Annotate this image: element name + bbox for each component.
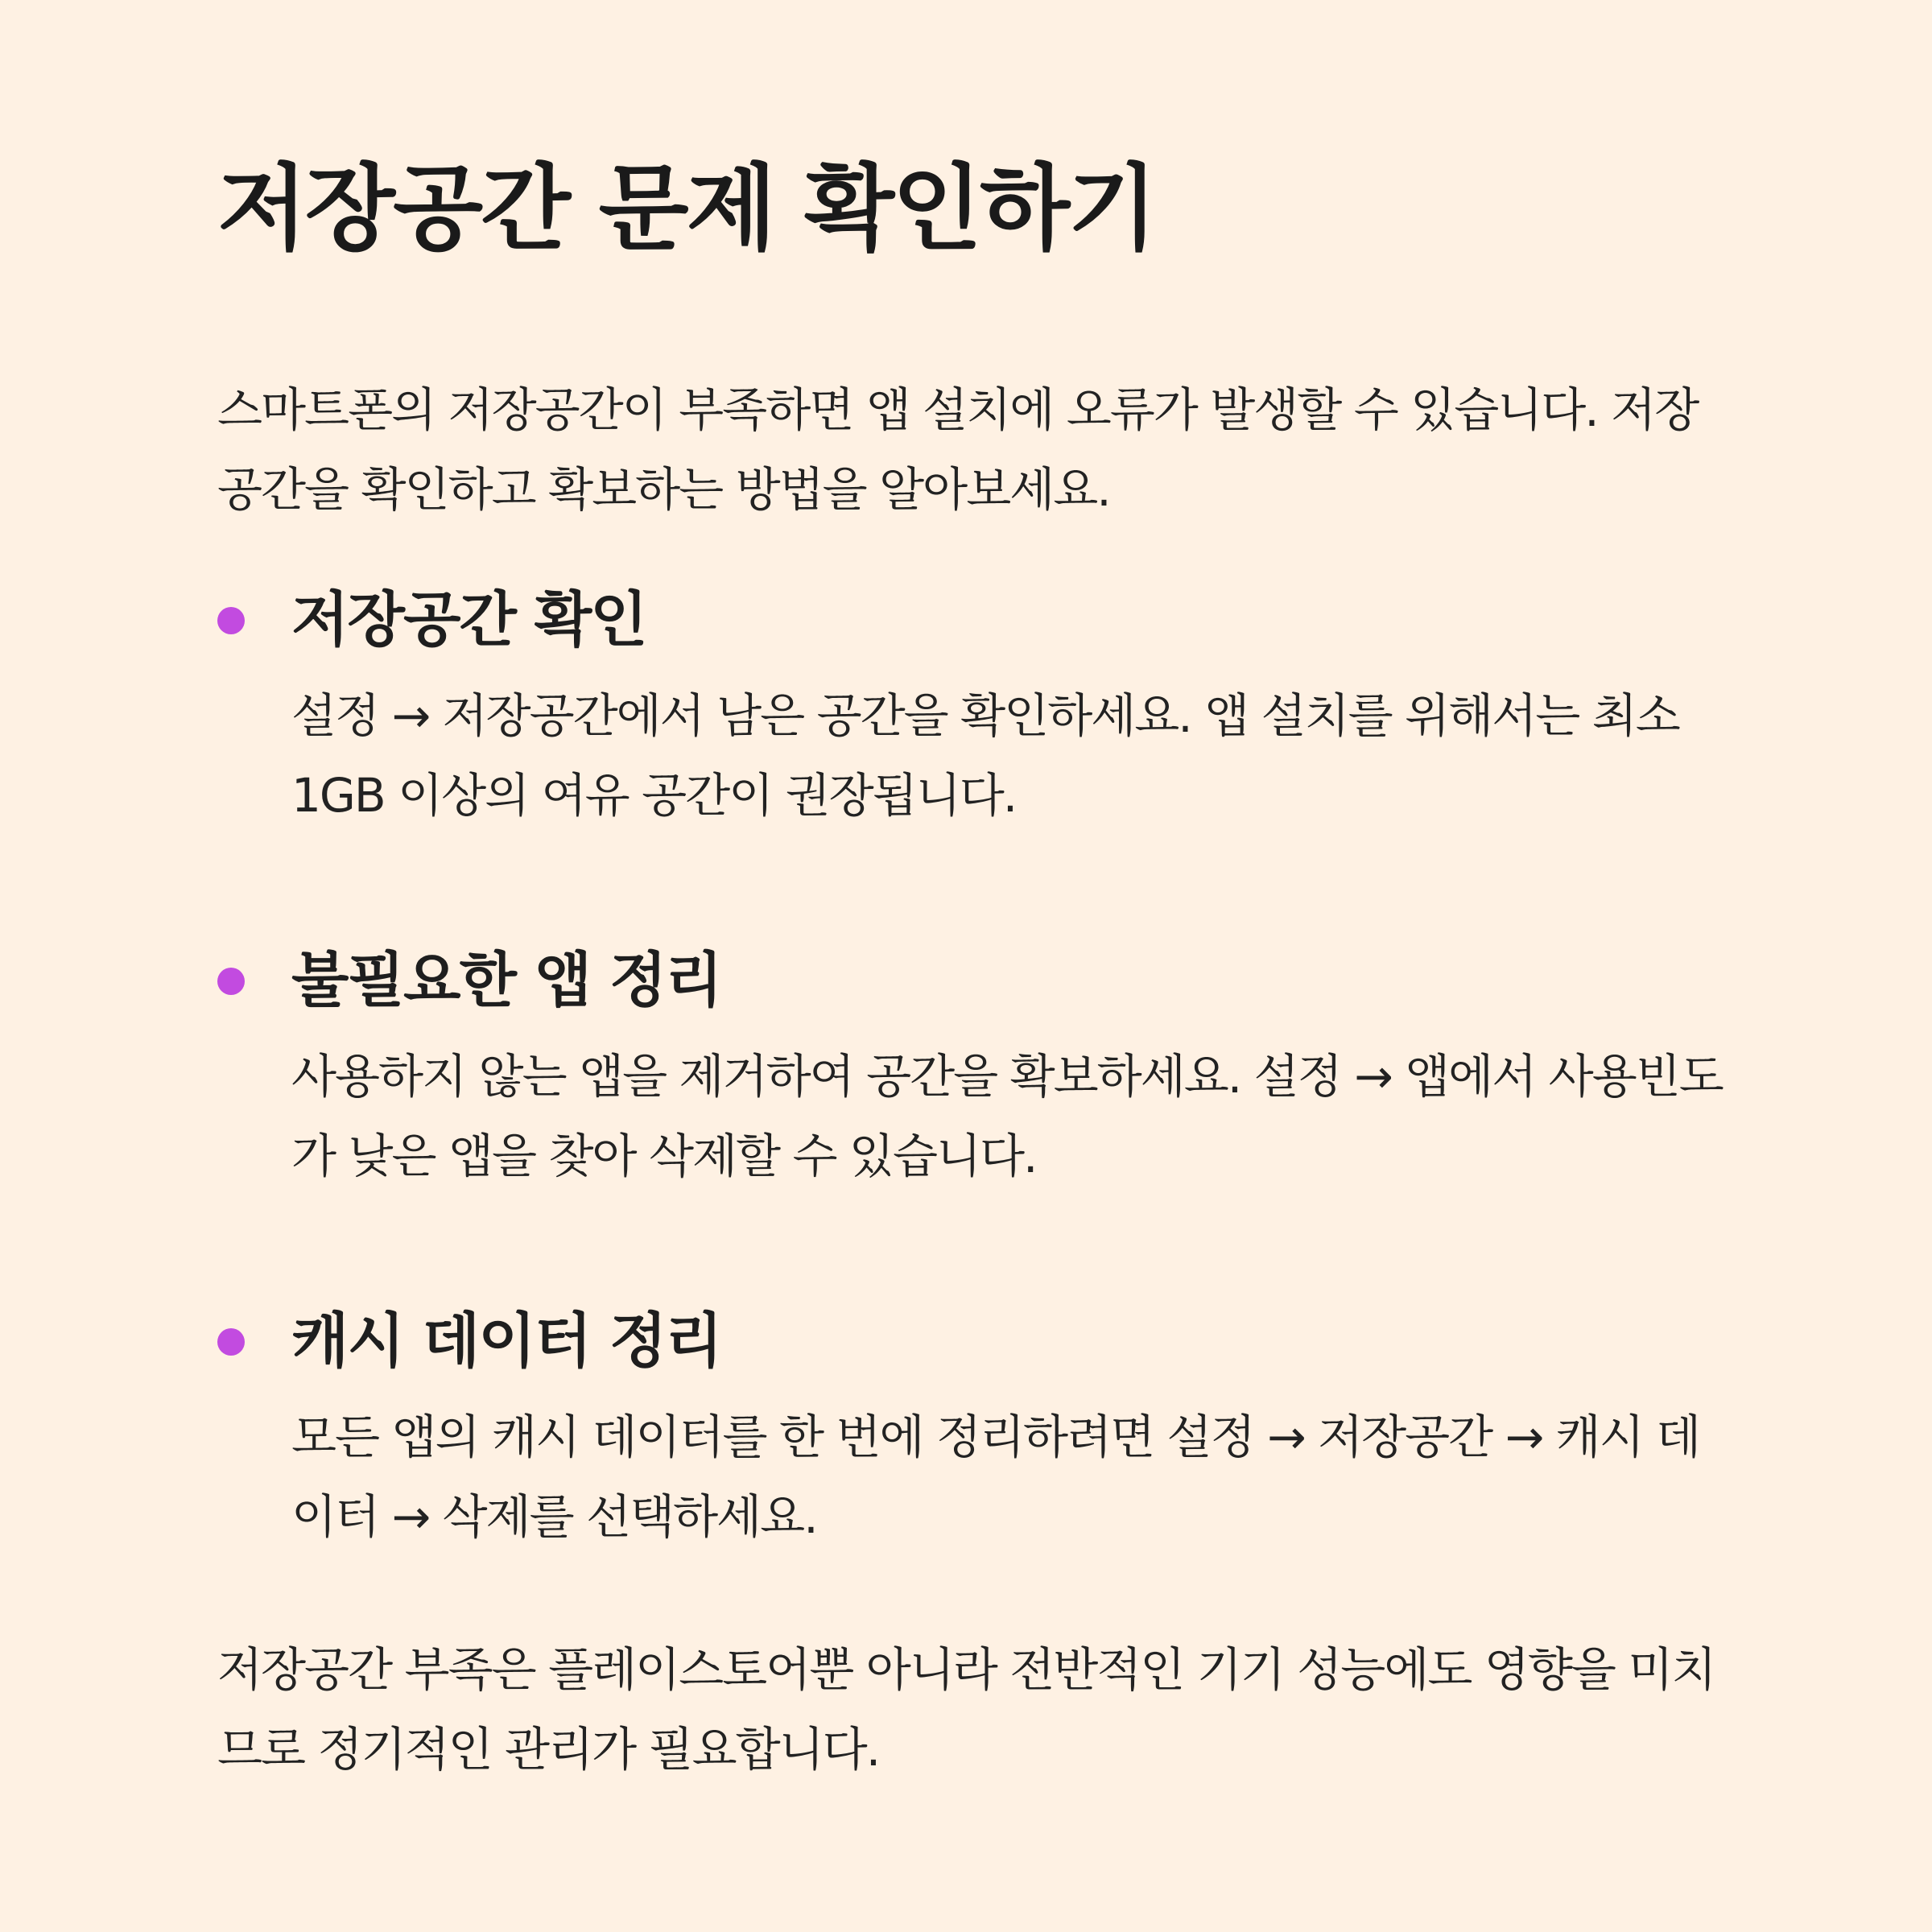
section-header <box>217 1301 1731 1381</box>
section-body: 사용하지 않는 앱을 제거하여 공간을 확보하세요. 설정 → 앱에서 사용빈도가 낮은 앱을 찾아 삭제할 수 있습니다. <box>291 1049 1723 1183</box>
section-storage-check <box>217 580 1731 836</box>
section-title: 저장공간 확인 <box>291 585 646 654</box>
closing-paragraph: 저장공간 부족은 플레이스토어뿐 아니라 전반적인 기기 성능에도 영향을 미치므로 정기적인 관리가 필요합니다. <box>217 1642 1715 1777</box>
intro-paragraph: 스마트폰의 저장공간이 부족하면 앱 설치에 오류가 발생할 수 있습니다. 저장공간을 확인하고 확보하는 방법을 알아보세요. <box>217 382 1699 517</box>
section-remove-apps <box>217 940 1731 1196</box>
section-title: 불필요한 앱 정리 <box>291 946 721 1015</box>
bullet-dot-icon <box>217 607 245 634</box>
page-title: 저장공간 문제 확인하기 <box>217 155 1156 263</box>
content-page <box>217 153 1731 1777</box>
bullet-dot-icon <box>217 968 245 995</box>
bullet-dot-icon <box>217 1328 245 1356</box>
section-body: 모든 앱의 캐시 데이터를 한 번에 정리하려면 설정 → 저장공간 → 캐시 데이터 → 삭제를 선택하세요. <box>291 1410 1700 1544</box>
section-header <box>217 940 1731 1021</box>
section-clear-cache <box>217 1301 1731 1557</box>
section-body: 설정 → 저장공간에서 남은 공간을 확인하세요. 앱 설치를 위해서는 최소 1GB 이상의 여유 공간이 권장됩니다. <box>291 688 1679 823</box>
section-header <box>217 580 1731 660</box>
section-title: 캐시 데이터 정리 <box>291 1307 721 1376</box>
